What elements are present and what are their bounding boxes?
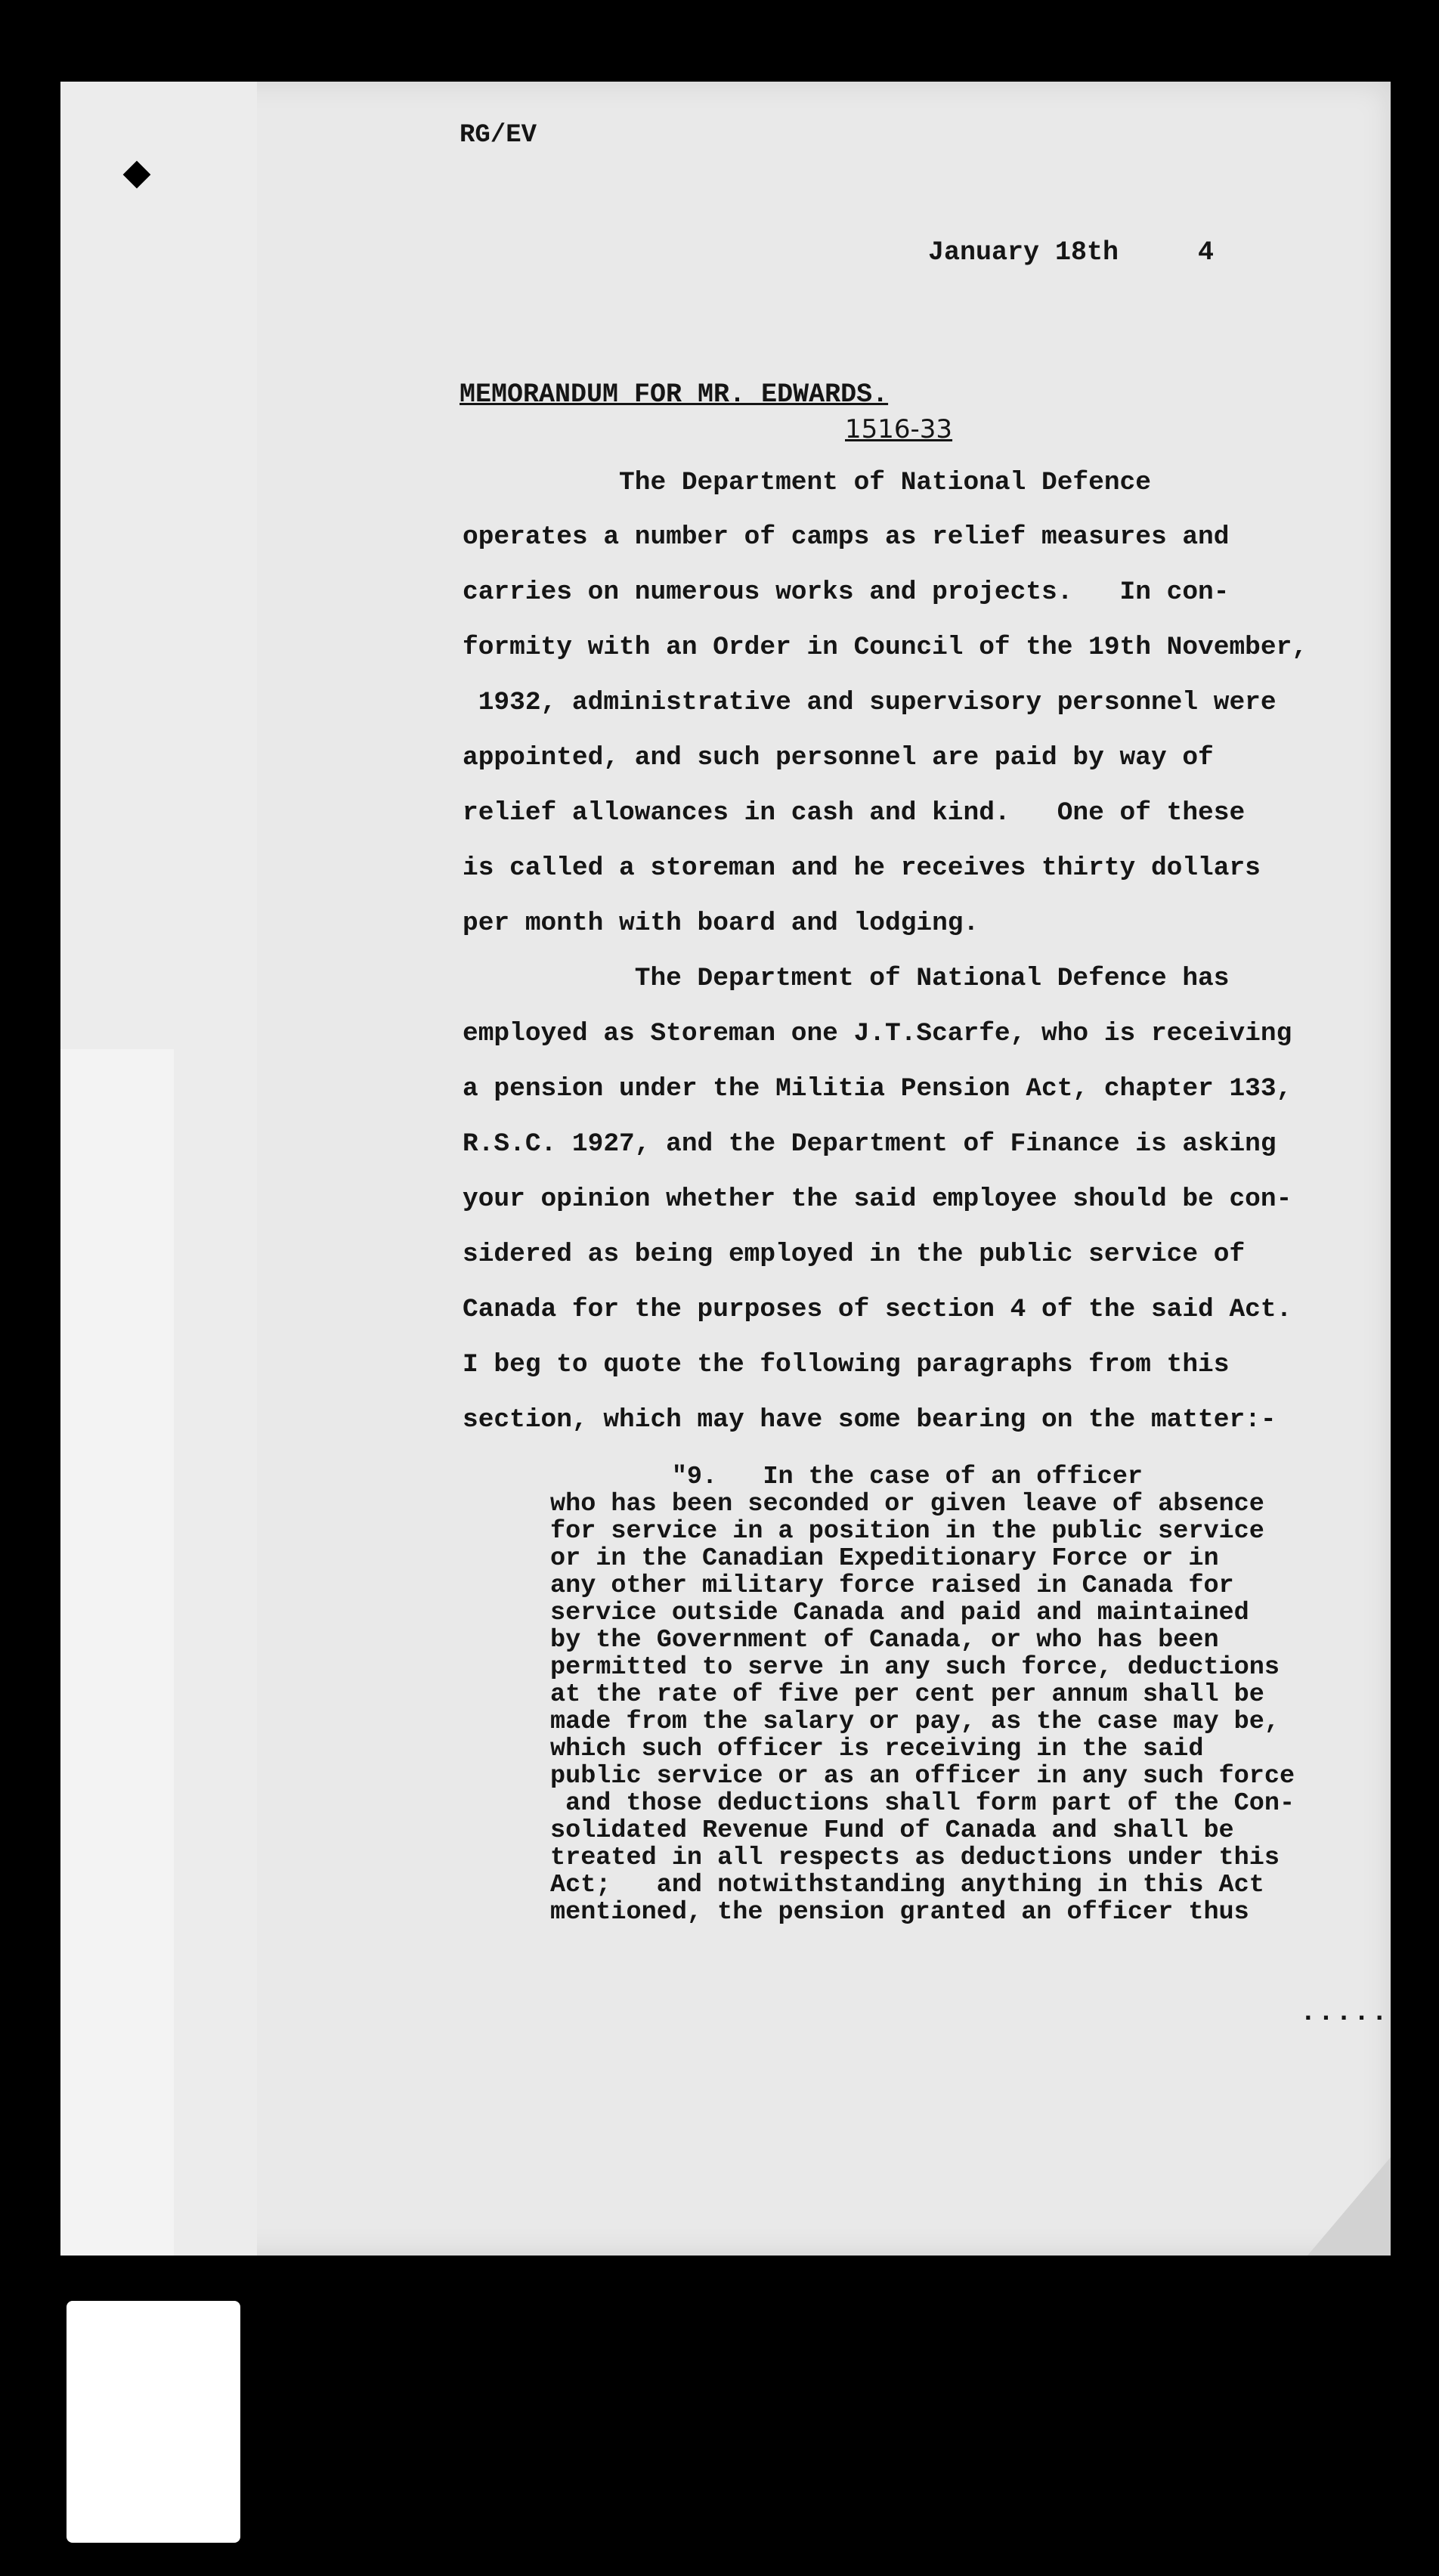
body-line: formity with an Order in Council of the 19th November, (463, 633, 1307, 662)
memo-date: January 18th 4 (928, 237, 1215, 268)
quote-line: made from the salary or pay, as the case may be, (550, 1708, 1280, 1736)
memo-heading: MEMORANDUM FOR MR. EDWARDS. (460, 379, 889, 410)
body-line: The Department of National Defence has (463, 964, 1230, 993)
body-line: I beg to quote the following paragraphs from this (463, 1350, 1230, 1379)
body-line: is called a storeman and he receives thirty dollars (463, 853, 1261, 883)
torn-edge-strip (60, 1049, 174, 2256)
quote-line: which such officer is receiving in the said (550, 1735, 1204, 1763)
quote-line: permitted to serve in any such force, deductions (550, 1653, 1280, 1682)
file-number: 1516-33 (845, 414, 953, 444)
body-line: section, which may have some bearing on the matter:- (463, 1405, 1277, 1435)
quote-line: who has been seconded or given leave of absence (550, 1490, 1264, 1519)
archive-label-card (67, 2301, 240, 2543)
quote-line: Act; and notwithstanding anything in this Act (550, 1871, 1264, 1899)
quote-line: any other military force raised in Canada for (550, 1571, 1234, 1600)
quote-line: or in the Canadian Expeditionary Force or in (550, 1544, 1219, 1573)
reference-initials: RG/EV (460, 121, 537, 150)
quote-line: by the Government of Canada, or who has been (550, 1626, 1219, 1655)
body-line: sidered as being employed in the public service of (463, 1240, 1246, 1269)
body-line: operates a number of camps as relief measures and (463, 522, 1230, 552)
body-line: your opinion whether the said employee should be con- (463, 1184, 1292, 1214)
quote-line: treated in all respects as deductions under this (550, 1844, 1280, 1872)
body-line: carries on numerous works and projects. In con- (463, 577, 1230, 607)
body-line: 1932, administrative and supervisory personnel were (463, 688, 1277, 717)
quote-line: "9. In the case of an officer (550, 1463, 1143, 1491)
quote-line: solidated Revenue Fund of Canada and shall be (550, 1816, 1234, 1845)
body-line: Canada for the purposes of section 4 of the said Act. (463, 1295, 1292, 1324)
body-line: employed as Storeman one J.T.Scarfe, who is receiving (463, 1019, 1292, 1048)
quote-line: at the rate of five per cent per annum shall be (550, 1680, 1264, 1709)
folded-corner (1307, 2157, 1391, 2256)
quote-line: and those deductions shall form part of the Con- (550, 1789, 1295, 1818)
body-line: per month with board and lodging. (463, 909, 979, 938)
body-line: relief allowances in cash and kind. One of these (463, 798, 1246, 828)
quote-line: mentioned, the pension granted an officer thus (550, 1898, 1249, 1927)
quote-line: for service in a position in the public service (550, 1517, 1264, 1546)
continuation-dots: ..... (1300, 1997, 1390, 2028)
body-line: The Department of National Defence (463, 468, 1151, 497)
quote-line: public service or as an officer in any such force (550, 1762, 1295, 1791)
body-line: a pension under the Militia Pension Act, chapter 133, (463, 1074, 1292, 1104)
body-line: R.S.C. 1927, and the Department of Finance is asking (463, 1129, 1277, 1159)
body-line: appointed, and such personnel are paid by way of (463, 743, 1214, 772)
quote-line: service outside Canada and paid and maintained (550, 1599, 1249, 1627)
